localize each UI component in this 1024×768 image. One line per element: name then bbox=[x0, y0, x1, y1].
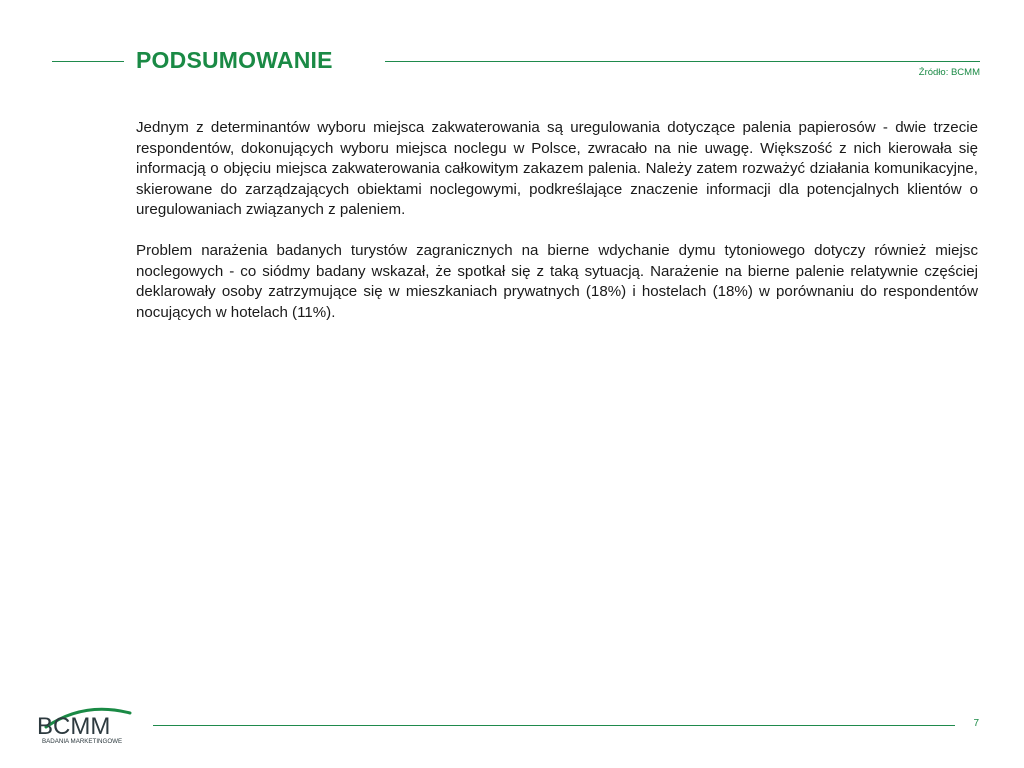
source-note: Źródło: BCMM bbox=[918, 67, 980, 78]
bcmm-logo bbox=[34, 703, 134, 745]
page-title: PODSUMOWANIE bbox=[136, 47, 333, 73]
summary-paragraph-1: Jednym z determinantów wyboru miejsca zakwaterowania są uregulowania dotyczące palenia papierosów - dwie trzecie respondentów, dokonujących wyboru miejsca noclegu w Polsce, zwracało na nie uwagę. Większość z nich kierowała się informacją o objęciu miejsca zakwaterowania całkowitym zakazem palenia. Należy zatem rozważyć działania komunikacyjne, skierowane do zarządzających obiektami noclegowymi, podkreślające znaczenie informacji dla potencjalnych klientów o uregulowaniach związanych z paleniem. bbox=[136, 119, 978, 219]
summary-content bbox=[136, 118, 978, 343]
logo-text: BCMM bbox=[37, 713, 111, 740]
logo-subtext: BADANIA MARKETINGOWE bbox=[42, 738, 123, 745]
summary-paragraph-2: Problem narażenia badanych turystów zagranicznych na bierne wdychanie dymu tytoniowego dotyczy również miejsc noclegowych - co siódmy badany wskazał, że spotkał się z taką sytuacją. Narażenie na bierne palenie relatywnie częściej deklarowały osoby zatrzymujące się w mieszkaniach prywatnych (18%) i hostelach (18%) w porównaniu do respondentów nocujących w hotelach (11%). bbox=[136, 241, 978, 321]
header-rule-right bbox=[385, 61, 980, 62]
header-rule-left bbox=[52, 61, 124, 62]
page-number: 7 bbox=[973, 718, 979, 729]
footer-rule bbox=[153, 725, 955, 726]
